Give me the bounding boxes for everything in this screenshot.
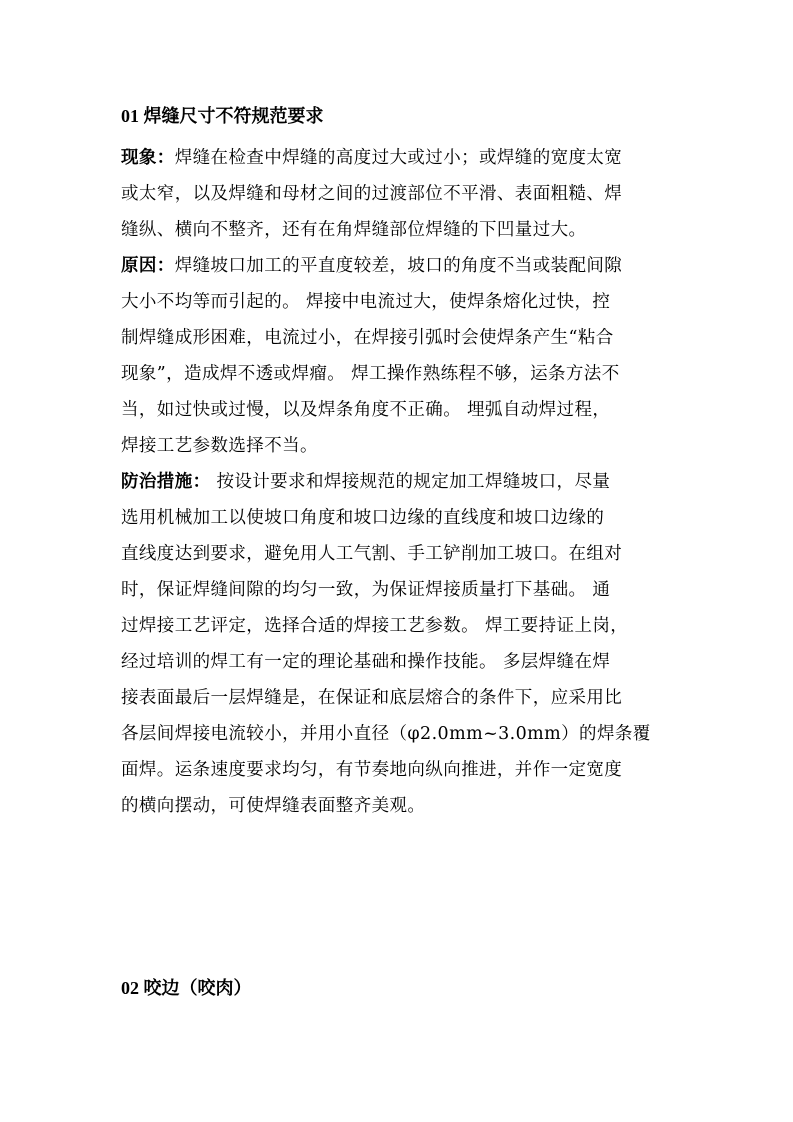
text-line: 制焊缝成形困难，电流过小，在焊接引弧时会使焊条产生“粘合 <box>121 328 614 348</box>
text-line: 缝纵、横向不整齐，还有在角焊缝部位焊缝的下凹量过大。 <box>121 220 587 240</box>
cause-paragraph <box>121 248 673 464</box>
text-line: 原因：焊缝坡口加工的平直度较差，坡口的角度不当或装配间隙 <box>121 256 623 276</box>
text-line: 时，保证焊缝间隙的均匀一致，为保证焊接质量打下基础。 通 <box>121 580 611 600</box>
phenomenon-paragraph <box>121 140 673 248</box>
text-line: 焊接工艺参数选择不当。 <box>121 436 318 456</box>
phenomenon-label: 现象： <box>121 148 175 168</box>
section-2-heading: 02 咬边（咬肉） <box>121 978 252 998</box>
text-line: 的横向摆动，可使焊缝表面整齐美观。 <box>121 796 426 816</box>
prevention-label: 防治措施： <box>121 472 211 492</box>
section-1-heading: 01 焊缝尺寸不符规范要求 <box>121 106 324 126</box>
text-line: 现象”，造成焊不透或焊瘤。 焊工操作熟练程不够，运条方法不 <box>121 364 620 384</box>
text-line: 选用机械加工以使坡口角度和坡口边缘的直线度和坡口边缘的 <box>121 508 605 528</box>
cause-label: 原因： <box>121 256 175 276</box>
text-line: 面焊。运条速度要求均匀，有节奏地向纵向推进，并作一定宽度 <box>121 760 623 780</box>
text-line: 现象：焊缝在检查中焊缝的高度过大或过小；或焊缝的宽度太宽 <box>121 148 623 168</box>
text-line: 接表面最后一层焊缝是，在保证和底层熔合的条件下，应采用比 <box>121 688 623 708</box>
text-line: 各层间焊接电流较小，并用小直径（φ2.0mm~3.0mm）的焊条覆 <box>121 724 651 744</box>
prevention-paragraph <box>121 464 673 824</box>
text-line: 大小不均等而引起的。 焊接中电流过大，使焊条熔化过快，控 <box>121 292 611 312</box>
text-line: 直线度达到要求，避免用人工气割、手工铲削加工坡口。在组对 <box>121 544 623 564</box>
text-line: 防治措施： 按设计要求和焊接规范的规定加工焊缝坡口，尽量 <box>121 472 611 492</box>
text-line: 经过培训的焊工有一定的理论基础和操作技能。 多层焊缝在焊 <box>121 652 611 672</box>
text-line: 或太窄，以及焊缝和母材之间的过渡部位不平滑、表面粗糙、焊 <box>121 184 623 204</box>
text-line: 过焊接工艺评定，选择合适的焊接工艺参数。 焊工要持证上岗， <box>121 616 629 636</box>
text-line: 当，如过快或过慢，以及焊条角度不正确。 埋弧自动焊过程， <box>121 400 611 420</box>
document-page <box>121 104 673 824</box>
